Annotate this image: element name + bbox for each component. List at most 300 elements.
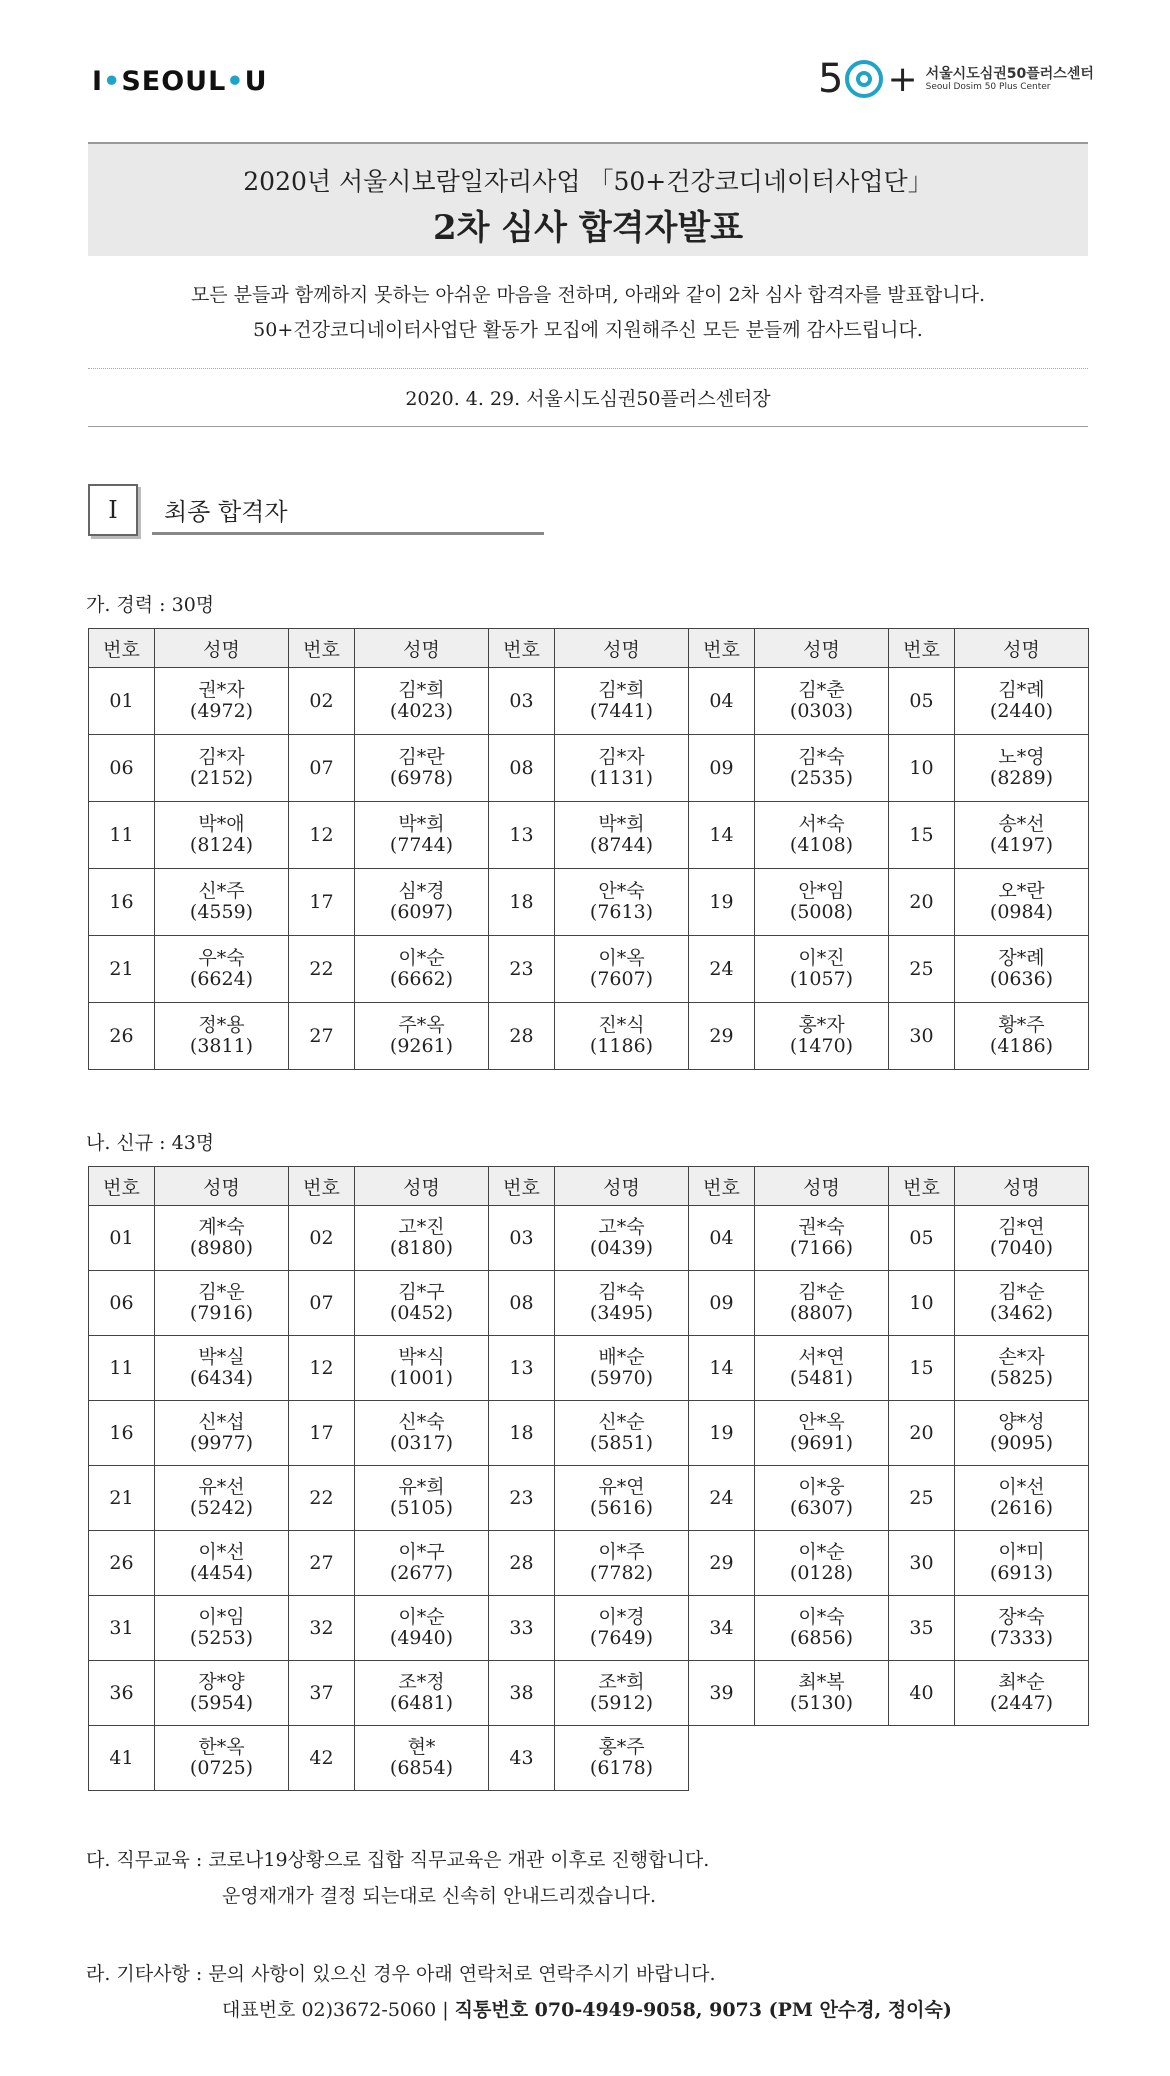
entry-number: 21 [89,1466,155,1531]
entry-name [955,1531,1089,1596]
masked-name: 진*식 [598,1014,645,1036]
masked-name: 유*희 [398,1476,445,1498]
entry-name [555,1661,689,1726]
header-name: 성명 [755,1167,889,1206]
id-suffix: (2535) [789,767,854,789]
header-name: 성명 [555,1167,689,1206]
id-suffix: (0317) [389,1432,454,1454]
section-underline [152,532,544,535]
id-suffix: (7166) [789,1237,854,1259]
masked-name: 배*순 [598,1346,645,1368]
table-row [89,1531,1089,1596]
entry-name [555,936,689,1003]
entry-number: 13 [489,802,555,869]
header-no: 번호 [89,1167,155,1206]
center-logo [818,56,1094,102]
masked-name: 이*숙 [798,1606,845,1628]
masked-name: 김*희 [598,679,645,701]
entry-number: 08 [489,1271,555,1336]
id-suffix: (9691) [789,1432,854,1454]
entry-number: 02 [289,668,355,735]
masked-name: 송*선 [998,813,1045,835]
entry-name [755,668,889,735]
masked-name: 유*연 [598,1476,645,1498]
masked-name: 우*숙 [198,947,245,969]
masked-name: 홍*자 [798,1014,845,1036]
id-suffix: (8180) [389,1237,454,1259]
group-a-label: 가. 경력 : 30명 [86,594,215,616]
header-no: 번호 [689,1167,755,1206]
entry-name [955,1336,1089,1401]
entry-number: 10 [889,1271,955,1336]
entry-name [955,1596,1089,1661]
id-suffix: (4186) [989,1035,1054,1057]
id-suffix: (2447) [989,1692,1054,1714]
group-b-label: 나. 신규 : 43명 [86,1132,215,1154]
entry-name [955,668,1089,735]
id-suffix: (5253) [189,1627,254,1649]
masked-name: 장*양 [198,1671,245,1693]
masked-name: 이*주 [598,1541,645,1563]
seoul-logo: I•SEOUL•U [92,66,268,97]
entry-number: 15 [889,1336,955,1401]
masked-name: 이*순 [398,947,445,969]
id-suffix: (0984) [989,901,1054,923]
masked-name: 최*순 [998,1671,1045,1693]
entry-name [955,1401,1089,1466]
masked-name: 조*정 [398,1671,445,1693]
entry-name [355,1206,489,1271]
masked-name: 안*숙 [598,880,645,902]
id-suffix: (6856) [789,1627,854,1649]
table-row [89,1466,1089,1531]
entry-name [155,1271,289,1336]
header-no: 번호 [289,629,355,668]
entry-number: 12 [289,802,355,869]
entry-name [955,1661,1089,1726]
table-row [89,668,1089,735]
masked-name: 김*순 [998,1281,1045,1303]
id-suffix: (4559) [189,901,254,923]
entry-name [555,735,689,802]
entry-number: 15 [889,802,955,869]
masked-name: 신*순 [598,1411,645,1433]
masked-name: 권*숙 [798,1216,845,1238]
entry-name [155,1336,289,1401]
id-suffix: (3462) [989,1302,1054,1324]
id-suffix: (8980) [189,1237,254,1259]
table-row [89,869,1089,936]
entry-number: 32 [289,1596,355,1661]
id-suffix: (6662) [389,968,454,990]
entry-number: 24 [689,936,755,1003]
entry-number: 06 [89,1271,155,1336]
id-suffix: (4108) [789,834,854,856]
id-suffix: (1001) [389,1367,454,1389]
id-suffix: (5130) [789,1692,854,1714]
masked-name: 박*희 [598,813,645,835]
header-name: 성명 [755,629,889,668]
id-suffix: (5616) [589,1497,654,1519]
id-suffix: (5008) [789,901,854,923]
entry-number: 18 [489,1401,555,1466]
entry-name [155,1466,289,1531]
id-suffix: (5825) [989,1367,1054,1389]
entry-number: 04 [689,1206,755,1271]
entry-name [555,1206,689,1271]
masked-name: 김*순 [798,1281,845,1303]
entry-name [155,1003,289,1070]
masked-name: 노*영 [998,746,1045,768]
entry-name [555,1596,689,1661]
id-suffix: (8289) [989,767,1054,789]
masked-name: 안*임 [798,880,845,902]
table-row [89,1206,1089,1271]
id-suffix: (4023) [389,700,454,722]
masked-name: 황*주 [998,1014,1045,1036]
masked-name: 김*구 [398,1281,445,1303]
id-suffix: (8124) [189,834,254,856]
masked-name: 서*숙 [798,813,845,835]
id-suffix: (8744) [589,834,654,856]
entry-name [155,1401,289,1466]
id-suffix: (6481) [389,1692,454,1714]
id-suffix: (2616) [989,1497,1054,1519]
section-title: 최종 합격자 [164,498,288,526]
masked-name: 심*경 [398,880,445,902]
entry-number: 41 [89,1726,155,1791]
ring-icon [845,60,883,98]
masked-name: 이*구 [398,1541,445,1563]
career-table [88,628,1089,1070]
entry-number: 38 [489,1661,555,1726]
entry-number: 12 [289,1336,355,1401]
entry-number: 01 [89,1206,155,1271]
entry-number: 20 [889,869,955,936]
header-no: 번호 [889,629,955,668]
masked-name: 고*숙 [598,1216,645,1238]
id-suffix: (7441) [589,700,654,722]
header-no: 번호 [489,1167,555,1206]
entry-name [955,1003,1089,1070]
entry-name [955,1466,1089,1531]
masked-name: 이*경 [598,1606,645,1628]
masked-name: 김*례 [998,679,1045,701]
title-band [88,142,1088,256]
table-row [89,1661,1089,1726]
entry-number: 30 [889,1003,955,1070]
entry-name [955,1271,1089,1336]
entry-name [755,1271,889,1336]
id-suffix: (4197) [989,834,1054,856]
id-suffix: (7607) [589,968,654,990]
id-suffix: (6854) [389,1757,454,1779]
entry-number: 27 [289,1531,355,1596]
table-row [89,936,1089,1003]
entry-name [755,1531,889,1596]
id-suffix: (7040) [989,1237,1054,1259]
masked-name: 정*용 [198,1014,245,1036]
entry-name [755,1401,889,1466]
masked-name: 김*숙 [598,1281,645,1303]
masked-name: 김*자 [598,746,645,768]
id-suffix: (0452) [389,1302,454,1324]
entry-number: 19 [689,869,755,936]
id-suffix: (3811) [189,1035,254,1057]
entry-name [755,1336,889,1401]
masked-name: 손*자 [998,1346,1045,1368]
id-suffix: (0128) [789,1562,854,1584]
table-row [89,735,1089,802]
table-header-row [89,629,1089,668]
masked-name: 박*식 [398,1346,445,1368]
masked-name: 이*순 [798,1541,845,1563]
entry-name [155,936,289,1003]
masked-name: 최*복 [798,1671,845,1693]
entry-number: 22 [289,936,355,1003]
masked-name: 이*선 [998,1476,1045,1498]
entry-number: 04 [689,668,755,735]
entry-name [355,1531,489,1596]
id-suffix: (7649) [589,1627,654,1649]
entry-number: 23 [489,936,555,1003]
entry-name [355,1271,489,1336]
id-suffix: (5242) [189,1497,254,1519]
entry-number: 08 [489,735,555,802]
entry-name [755,802,889,869]
header-name: 성명 [355,629,489,668]
id-suffix: (6624) [189,968,254,990]
entry-number: 22 [289,1466,355,1531]
entry-name [355,1466,489,1531]
entry-number: 25 [889,1466,955,1531]
entry-number: 16 [89,869,155,936]
entry-number: 34 [689,1596,755,1661]
entry-name [355,735,489,802]
entry-name [555,802,689,869]
masked-name: 이*진 [798,947,845,969]
entry-name [555,1726,689,1791]
entry-number: 09 [689,1271,755,1336]
entry-name [355,869,489,936]
entry-name [555,1466,689,1531]
entry-name [755,1466,889,1531]
entry-name [355,1726,489,1791]
entry-name [355,1596,489,1661]
id-suffix: (0636) [989,968,1054,990]
id-suffix: (1470) [789,1035,854,1057]
id-suffix: (6913) [989,1562,1054,1584]
entry-name [355,936,489,1003]
entry-number: 37 [289,1661,355,1726]
entry-number: 21 [89,936,155,1003]
masked-name: 이*선 [198,1541,245,1563]
entry-name [755,1206,889,1271]
entry-name [155,1726,289,1791]
entry-number: 43 [489,1726,555,1791]
entry-number: 36 [89,1661,155,1726]
table-row [89,1336,1089,1401]
entry-number: 40 [889,1661,955,1726]
entry-number: 13 [489,1336,555,1401]
entry-name [155,1531,289,1596]
id-suffix: (2677) [389,1562,454,1584]
header-no: 번호 [689,629,755,668]
entry-number: 14 [689,802,755,869]
masked-name: 이*순 [398,1606,445,1628]
entry-name [355,1661,489,1726]
entry-number: 28 [489,1531,555,1596]
entry-number: 26 [89,1531,155,1596]
masked-name: 박*실 [198,1346,245,1368]
entry-number: 27 [289,1003,355,1070]
masked-name: 홍*주 [598,1736,645,1758]
entry-name [555,1336,689,1401]
entry-number: 23 [489,1466,555,1531]
id-suffix: (4454) [189,1562,254,1584]
entry-name [755,1596,889,1661]
note-contact: 라. 기타사항 : 문의 사항이 있으신 경우 아래 연락처로 연락주시기 바랍니다. 대표번호 02)3672-5060 | 직통번호 070-4949-9058, 9073 (PM 안수경, 정이숙) [86,1963,952,2021]
entry-name [955,802,1089,869]
id-suffix: (4972) [189,700,254,722]
entry-number: 11 [89,1336,155,1401]
entry-name [755,1003,889,1070]
header-name: 성명 [155,629,289,668]
id-suffix: (9261) [389,1035,454,1057]
table-row [89,1726,1089,1791]
entry-name [555,1401,689,1466]
entry-number: 42 [289,1726,355,1791]
table-row [89,1596,1089,1661]
entry-number: 05 [889,668,955,735]
entry-number: 29 [689,1531,755,1596]
id-suffix: (3495) [589,1302,654,1324]
divider [88,426,1088,427]
entry-name [955,936,1089,1003]
entry-name [755,869,889,936]
masked-name: 김*란 [398,746,445,768]
id-suffix: (6178) [589,1757,654,1779]
header-name: 성명 [555,629,689,668]
entry-number: 26 [89,1003,155,1070]
masked-name: 이*옥 [598,947,645,969]
id-suffix: (7744) [389,834,454,856]
header-name: 성명 [955,1167,1089,1206]
note-training: 다. 직무교육 : 코로나19상황으로 집합 직무교육은 개관 이후로 진행합니다. 운영재개가 결정 되는대로 신속히 안내드리겠습니다. [86,1849,710,1907]
entry-name [555,1003,689,1070]
entry-number: 17 [289,1401,355,1466]
entry-name [155,668,289,735]
entry-number: 05 [889,1206,955,1271]
entry-name [155,802,289,869]
masked-name: 장*례 [998,947,1045,969]
center-name-ko: 서울시도심권50플러스센터 [925,65,1094,82]
entry-number: 39 [689,1661,755,1726]
entry-number: 07 [289,735,355,802]
masked-name: 신*주 [198,880,245,902]
entry-name [755,735,889,802]
masked-name: 신*섭 [198,1411,245,1433]
entry-name [355,1003,489,1070]
id-suffix: (6978) [389,767,454,789]
id-suffix: (9977) [189,1432,254,1454]
center-name-en: Seoul Dosim 50 Plus Center [925,81,1051,92]
id-suffix: (5970) [589,1367,654,1389]
masked-name: 이*임 [198,1606,245,1628]
header-no: 번호 [89,629,155,668]
header-no: 번호 [289,1167,355,1206]
intro-text: 모든 분들과 함께하지 못하는 아쉬운 마음을 전하며, 아래와 같이 2차 심사 합격자를 발표합니다. 50+건강코디네이터사업단 활동가 모집에 지원해주신 모든 분들께 감사드립니다. [190,284,986,341]
entry-name [355,668,489,735]
entry-number: 11 [89,802,155,869]
direct-phone: 직통번호 070-4949-9058, 9073 (PM 안수경, 정이숙) [454,1999,952,2021]
masked-name: 고*진 [398,1216,445,1238]
id-suffix: (8807) [789,1302,854,1324]
entry-name [555,1271,689,1336]
entry-number: 03 [489,668,555,735]
id-suffix: (1131) [589,767,654,789]
masked-name: 주*옥 [398,1014,445,1036]
table-row [89,802,1089,869]
masked-name: 안*옥 [798,1411,845,1433]
id-suffix: (0725) [189,1757,254,1779]
date-line: 2020. 4. 29. 서울시도심권50플러스센터장 [405,388,771,410]
masked-name: 오*란 [998,880,1045,902]
masked-name: 유*선 [198,1476,245,1498]
header-no: 번호 [489,629,555,668]
masked-name: 김*운 [198,1281,245,1303]
id-suffix: (0439) [589,1237,654,1259]
masked-name: 김*희 [398,679,445,701]
masked-name: 조*희 [598,1671,645,1693]
new-table [88,1166,1089,1791]
table-row [89,1003,1089,1070]
entry-name [955,1206,1089,1271]
masked-name: 계*숙 [198,1216,245,1238]
entry-number: 20 [889,1401,955,1466]
entry-number: 30 [889,1531,955,1596]
id-suffix: (6434) [189,1367,254,1389]
entry-name [355,1401,489,1466]
id-suffix: (5105) [389,1497,454,1519]
header-name: 성명 [355,1167,489,1206]
header-name: 성명 [955,629,1089,668]
masked-name: 현* [407,1736,436,1758]
id-suffix: (6097) [389,901,454,923]
entry-number: 06 [89,735,155,802]
masked-name: 김*숙 [798,746,845,768]
title-line-1: 2020년 서울시보람일자리사업 「50+건강코디네이터사업단」 [243,167,933,196]
entry-number: 33 [489,1596,555,1661]
masked-name: 박*희 [398,813,445,835]
id-suffix: (1186) [589,1035,654,1057]
entry-number: 16 [89,1401,155,1466]
entry-name [955,735,1089,802]
entry-number: 02 [289,1206,355,1271]
entry-name [955,869,1089,936]
entry-number: 29 [689,1003,755,1070]
entry-name [155,1206,289,1271]
id-suffix: (5481) [789,1367,854,1389]
id-suffix: (2152) [189,767,254,789]
entry-number: 24 [689,1466,755,1531]
id-suffix: (5954) [189,1692,254,1714]
id-suffix: (6307) [789,1497,854,1519]
entry-name [155,1596,289,1661]
entry-name [355,802,489,869]
header-name: 성명 [155,1167,289,1206]
masked-name: 장*숙 [998,1606,1045,1628]
